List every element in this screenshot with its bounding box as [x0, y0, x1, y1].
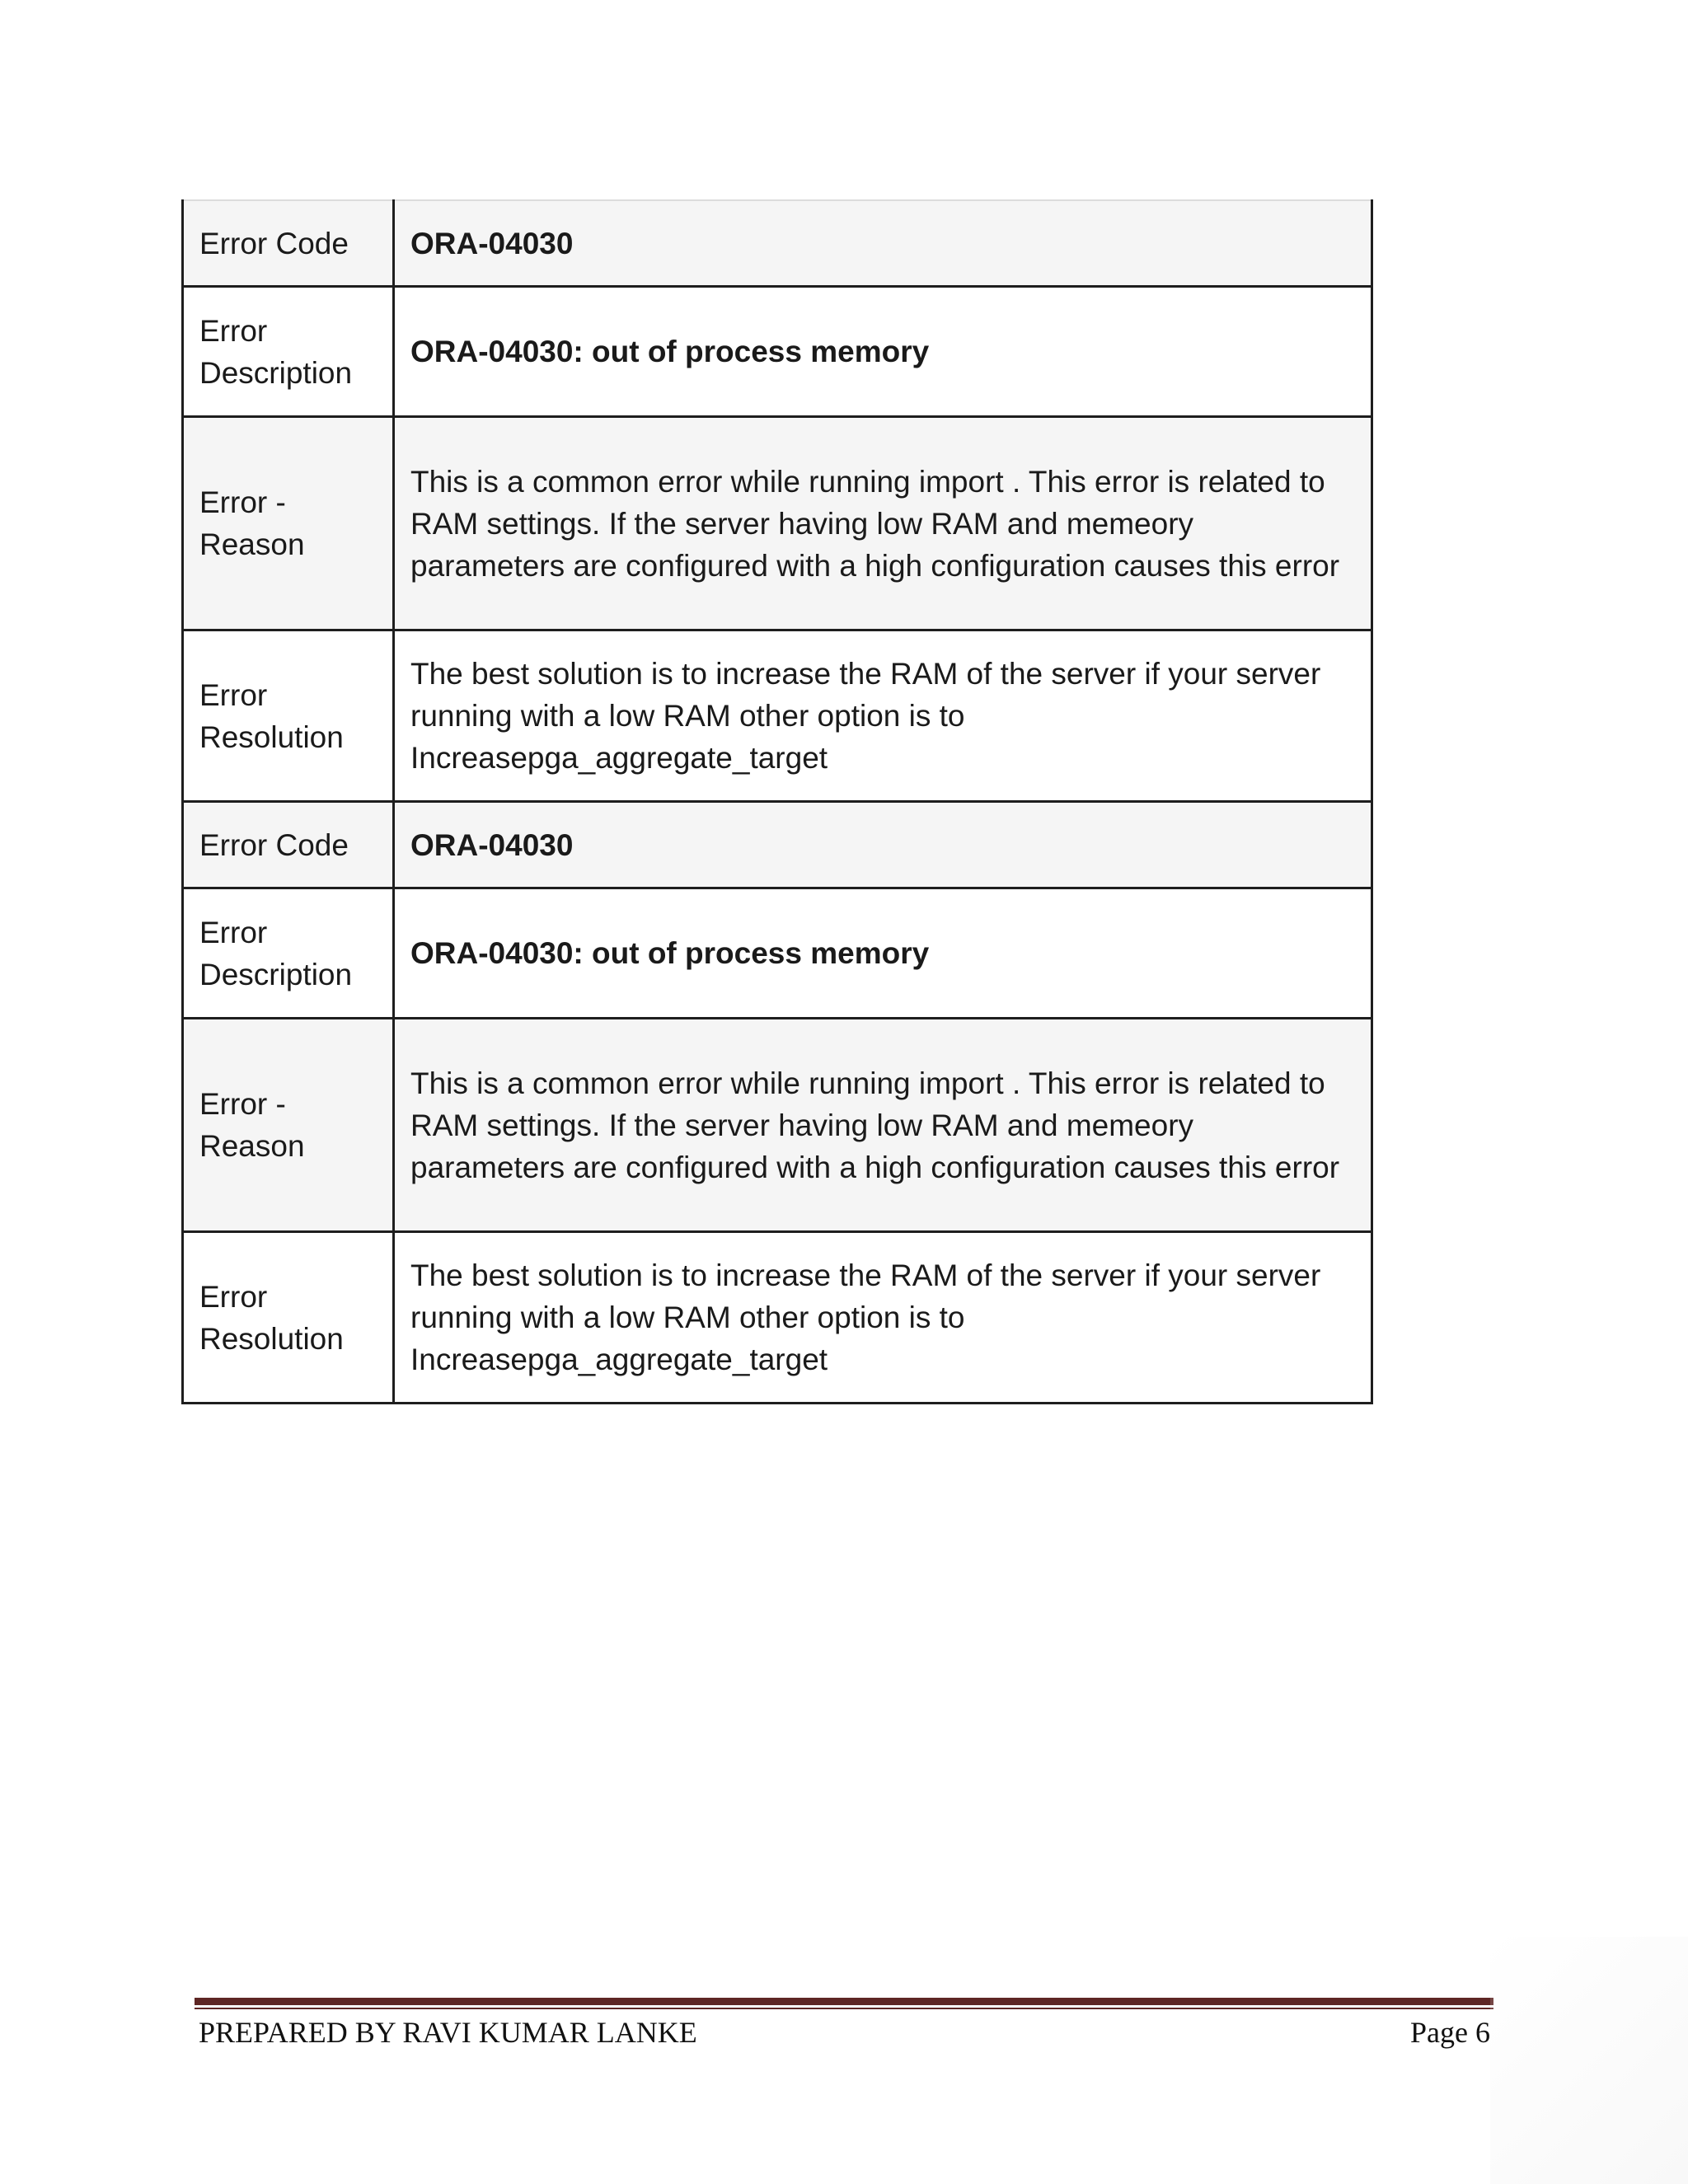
row-label: Error Description: [183, 888, 394, 1019]
table-row: [183, 287, 1372, 417]
row-label: Error Description: [183, 287, 394, 417]
footer-prepared-by: PREPARED BY RAVI KUMAR LANKE: [199, 2016, 697, 2049]
row-value: This is a common error while running import . This error is related to RAM settings. If the server having low RAM and memeory parameters are configured with a high configuration causes this error: [394, 1019, 1372, 1232]
row-value: The best solution is to increase the RAM of the server if your server running with a low RAM other option is to Increasepga_aggregate_target: [394, 630, 1372, 802]
table-row: [183, 417, 1372, 630]
footer-divider: [195, 1998, 1493, 2005]
table-row: [183, 1019, 1372, 1232]
row-value: This is a common error while running import . This error is related to RAM settings. If the server having low RAM and memeory parameters are configured with a high configuration causes this error: [394, 417, 1372, 630]
row-value: ORA-04030: out of process memory: [394, 287, 1372, 417]
table-row: [183, 802, 1372, 888]
footer-page-number: Page 6: [1410, 2016, 1490, 2049]
table-row: [183, 630, 1372, 802]
error-table: [181, 199, 1373, 1404]
footer-divider-thin: [195, 2008, 1493, 2009]
row-label: Error - Reason: [183, 1019, 394, 1232]
row-value: The best solution is to increase the RAM of the server if your server running with a low RAM other option is to Increasepga_aggregate_target: [394, 1232, 1372, 1404]
row-value: ORA-04030: [394, 802, 1372, 888]
row-value: ORA-04030: [394, 200, 1372, 287]
page-corner-shade: [1490, 1937, 1688, 2184]
row-value: ORA-04030: out of process memory: [394, 888, 1372, 1019]
table-row: [183, 200, 1372, 287]
row-label: Error Code: [183, 802, 394, 888]
table-row: [183, 1232, 1372, 1404]
row-label: Error Resolution: [183, 630, 394, 802]
row-label: Error Code: [183, 200, 394, 287]
row-label: Error - Reason: [183, 417, 394, 630]
table-row: [183, 888, 1372, 1019]
row-label: Error Resolution: [183, 1232, 394, 1404]
